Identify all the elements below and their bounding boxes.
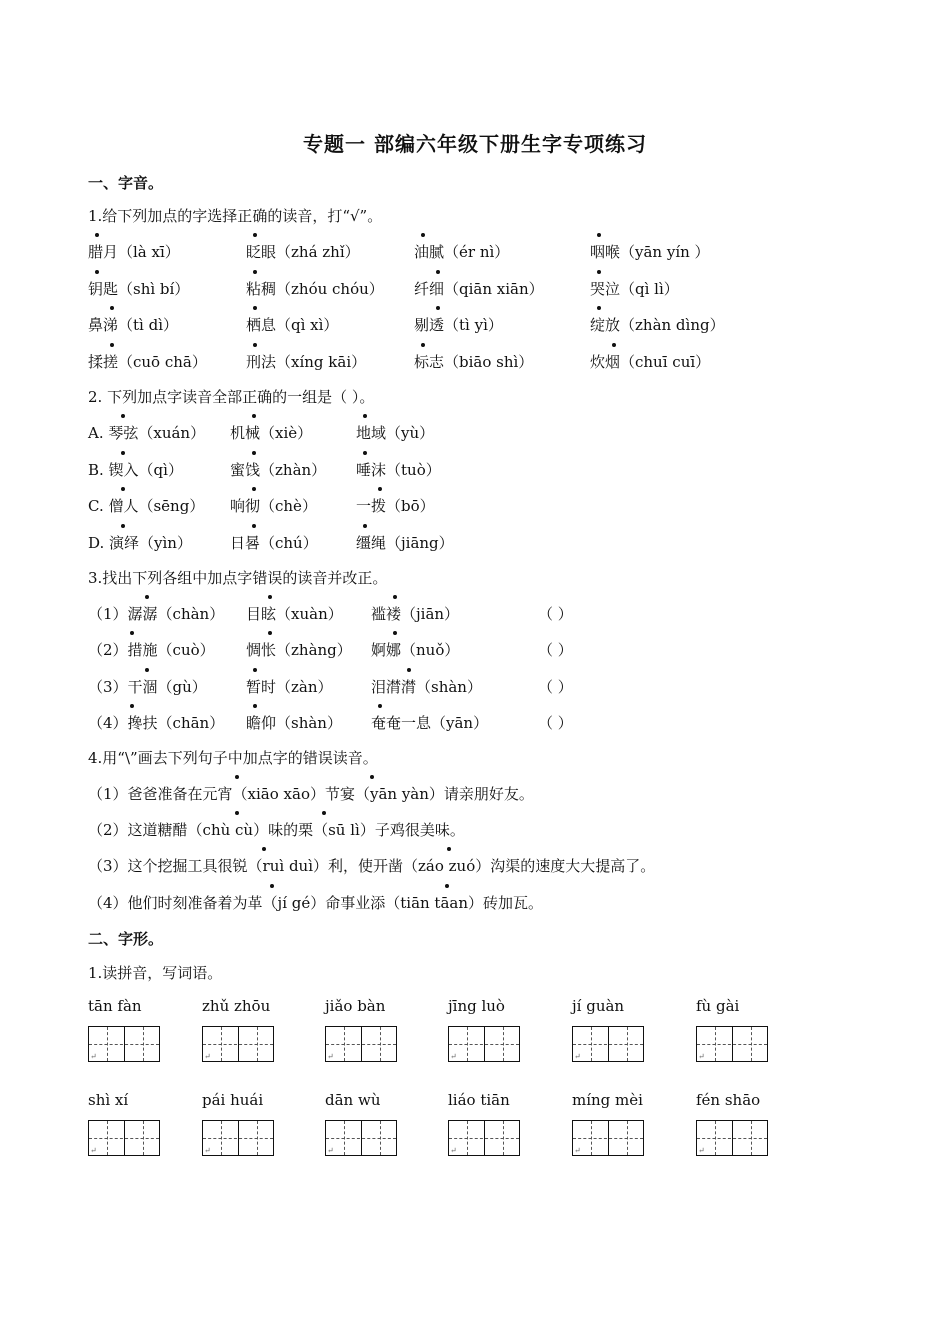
writing-box[interactable] — [572, 1120, 644, 1156]
q3-word-item: 目眩（xuàn） — [246, 605, 343, 623]
emphasis-dot — [252, 487, 256, 491]
pinyin-label: jí guàn — [572, 997, 625, 1015]
emphasis-dot — [252, 414, 256, 418]
emphasis-dot — [597, 233, 601, 237]
q2-option-item: 响彻（chè） — [230, 497, 317, 515]
emphasis-dot — [378, 487, 382, 491]
q3-word-item: 婀娜（nuǒ） — [371, 641, 460, 659]
question-3-prompt: 3.找出下列各组中加点字错误的读音并改正。 — [88, 569, 388, 587]
emphasis-dot — [322, 811, 326, 815]
q1-word-item: 标志（biāo shì） — [414, 353, 534, 371]
question-2-prompt: 2. 下列加点字读音全部正确的一组是（ ）。 — [88, 388, 375, 406]
section-heading-pronunciation: 一、字音。 — [88, 174, 164, 192]
return-mark-icon: ↵ — [698, 1146, 705, 1155]
emphasis-dot — [436, 306, 440, 310]
q1-word-item: 钥匙（shì bí） — [88, 280, 190, 298]
emphasis-dot — [612, 343, 616, 347]
emphasis-dot — [95, 233, 99, 237]
q3-word-item: 暂时（zàn） — [246, 678, 333, 696]
q2-option-item: 唾沫（tuò） — [356, 461, 441, 479]
emphasis-dot — [268, 631, 272, 635]
q3-word-item: 奄奄一息（yān） — [371, 714, 489, 732]
emphasis-dot — [363, 524, 367, 528]
emphasis-dot — [145, 668, 149, 672]
return-mark-icon: ↵ — [204, 1052, 211, 1061]
page-title: 专题一 部编六年级下册生字专项练习 — [303, 132, 647, 156]
emphasis-dot — [597, 270, 601, 274]
pinyin-label: fén shāo — [696, 1091, 761, 1109]
section2-question-1-prompt: 1.读拼音，写词语。 — [88, 964, 223, 982]
q1-word-item: 栖息（qì xì） — [246, 316, 339, 334]
q2-option-item: 蜜饯（zhàn） — [230, 461, 327, 479]
q2-option-item: D. 演绎（yìn） — [88, 534, 192, 552]
pinyin-label: fù gài — [696, 997, 740, 1015]
pinyin-label: pái huái — [202, 1091, 264, 1109]
return-mark-icon: ↵ — [574, 1146, 581, 1155]
emphasis-dot — [110, 306, 114, 310]
emphasis-dot — [253, 668, 257, 672]
writing-box[interactable] — [88, 1120, 160, 1156]
q2-option-item: 日晷（chú） — [230, 534, 318, 552]
emphasis-dot — [393, 595, 397, 599]
emphasis-dot — [363, 414, 367, 418]
writing-box[interactable] — [696, 1026, 768, 1062]
emphasis-dot — [121, 487, 125, 491]
return-mark-icon: ↵ — [204, 1146, 211, 1155]
emphasis-dot — [253, 704, 257, 708]
emphasis-dot — [95, 270, 99, 274]
q4-sentence: （3）这个挖掘工具很锐（ruì duì）利，使开凿（záo zuó）沟渠的速度大大提高了。 — [88, 857, 656, 875]
q2-option-item: B. 锲入（qì） — [88, 461, 183, 479]
emphasis-dot — [268, 595, 272, 599]
q1-word-item: 腊月（là xī） — [88, 243, 180, 261]
section-heading-character-form: 二、字形。 — [88, 930, 164, 948]
q3-word-item: 褴褛（jiān） — [371, 605, 460, 623]
q1-word-item: 剔透（tì yì） — [414, 316, 503, 334]
q3-answer-blank: （ ） — [538, 678, 573, 696]
return-mark-icon: ↵ — [698, 1052, 705, 1061]
return-mark-icon: ↵ — [327, 1052, 334, 1061]
q2-option-item: C. 僧人（sēng） — [88, 497, 205, 515]
writing-box[interactable] — [325, 1026, 397, 1062]
writing-box[interactable] — [572, 1026, 644, 1062]
writing-box[interactable] — [448, 1026, 520, 1062]
q1-word-item: 鼻涕（tì dì） — [88, 316, 178, 334]
writing-box[interactable] — [202, 1026, 274, 1062]
emphasis-dot — [253, 306, 257, 310]
q4-sentence: （2）这道糖醋（chù cù）味的栗（sū lì）子鸡很美味。 — [88, 821, 465, 839]
emphasis-dot — [270, 884, 274, 888]
q3-word-item: 惆怅（zhàng） — [246, 641, 352, 659]
emphasis-dot — [253, 343, 257, 347]
pinyin-label: dān wù — [325, 1091, 381, 1109]
q2-option-item: 地域（yù） — [356, 424, 435, 442]
return-mark-icon: ↵ — [450, 1146, 457, 1155]
writing-box[interactable] — [202, 1120, 274, 1156]
q1-word-item: 咽喉（yān yín ） — [590, 243, 710, 261]
emphasis-dot — [252, 524, 256, 528]
emphasis-dot — [262, 847, 266, 851]
emphasis-dot — [421, 343, 425, 347]
return-mark-icon: ↵ — [90, 1146, 97, 1155]
return-mark-icon: ↵ — [574, 1052, 581, 1061]
emphasis-dot — [436, 270, 440, 274]
q1-word-item: 纤细（qiān xiān） — [414, 280, 544, 298]
q4-sentence: （4）他们时刻准备着为革（jí gé）命事业添（tiān tāan）砖加瓦。 — [88, 894, 544, 912]
q1-word-item: 眨眼（zhá zhǐ） — [246, 243, 360, 261]
q1-word-item: 刑法（xíng kāi） — [246, 353, 367, 371]
pinyin-label: zhǔ zhōu — [202, 997, 271, 1015]
q1-word-item: 绽放（zhàn dìng） — [590, 316, 725, 334]
writing-box[interactable] — [88, 1026, 160, 1062]
q2-option-item: 机械（xiè） — [230, 424, 313, 442]
q3-word-item: 泪潸潸（shàn） — [371, 678, 482, 696]
emphasis-dot — [447, 847, 451, 851]
emphasis-dot — [378, 704, 382, 708]
return-mark-icon: ↵ — [90, 1052, 97, 1061]
q3-word-item: （2）措施（cuò） — [88, 641, 215, 659]
q1-word-item: 炊烟（chuī cuī） — [590, 353, 711, 371]
emphasis-dot — [407, 668, 411, 672]
emphasis-dot — [130, 704, 134, 708]
emphasis-dot — [235, 775, 239, 779]
q2-option-item: 缰绳（jiāng） — [356, 534, 454, 552]
emphasis-dot — [253, 233, 257, 237]
writing-box[interactable] — [448, 1120, 520, 1156]
emphasis-dot — [445, 884, 449, 888]
pinyin-label: míng mèi — [572, 1091, 643, 1109]
writing-box[interactable] — [696, 1120, 768, 1156]
q3-word-item: （3）干涸（gù） — [88, 678, 207, 696]
emphasis-dot — [597, 306, 601, 310]
pinyin-label: jiǎo bàn — [325, 997, 386, 1015]
q3-word-item: 瞻仰（shàn） — [246, 714, 342, 732]
q4-sentence: （1）爸爸准备在元宵（xiāo xāo）节宴（yān yàn）请亲朋好友。 — [88, 785, 534, 803]
emphasis-dot — [363, 451, 367, 455]
question-4-prompt: 4.用“\”画去下列句子中加点字的错误读音。 — [88, 749, 378, 767]
q3-answer-blank: （ ） — [538, 714, 573, 732]
emphasis-dot — [121, 414, 125, 418]
q3-word-item: （4）搀扶（chān） — [88, 714, 225, 732]
emphasis-dot — [253, 270, 257, 274]
emphasis-dot — [370, 775, 374, 779]
pinyin-label: liáo tiān — [448, 1091, 510, 1109]
q1-word-item: 油腻（ér nì） — [414, 243, 510, 261]
q1-word-item: 揉搓（cuō chā） — [88, 353, 207, 371]
emphasis-dot — [145, 595, 149, 599]
pinyin-label: jīng luò — [448, 997, 505, 1015]
q2-option-item: A. 琴弦（xuán） — [88, 424, 206, 442]
emphasis-dot — [421, 233, 425, 237]
emphasis-dot — [252, 451, 256, 455]
return-mark-icon: ↵ — [450, 1052, 457, 1061]
q3-word-item: （1）潺潺（chàn） — [88, 605, 225, 623]
q2-option-item: 一拨（bō） — [356, 497, 435, 515]
question-1-prompt: 1.给下列加点的字选择正确的读音，打“√”。 — [88, 207, 383, 225]
return-mark-icon: ↵ — [327, 1146, 334, 1155]
pinyin-label: shì xí — [88, 1091, 129, 1109]
emphasis-dot — [121, 524, 125, 528]
emphasis-dot — [130, 631, 134, 635]
q3-answer-blank: （ ） — [538, 605, 573, 623]
emphasis-dot — [121, 451, 125, 455]
q1-word-item: 粘稠（zhóu chóu） — [246, 280, 384, 298]
q3-answer-blank: （ ） — [538, 641, 573, 659]
writing-box[interactable] — [325, 1120, 397, 1156]
pinyin-label: tān fàn — [88, 997, 142, 1015]
emphasis-dot — [393, 631, 397, 635]
emphasis-dot — [235, 811, 239, 815]
q1-word-item: 哭泣（qì lì） — [590, 280, 679, 298]
emphasis-dot — [110, 343, 114, 347]
